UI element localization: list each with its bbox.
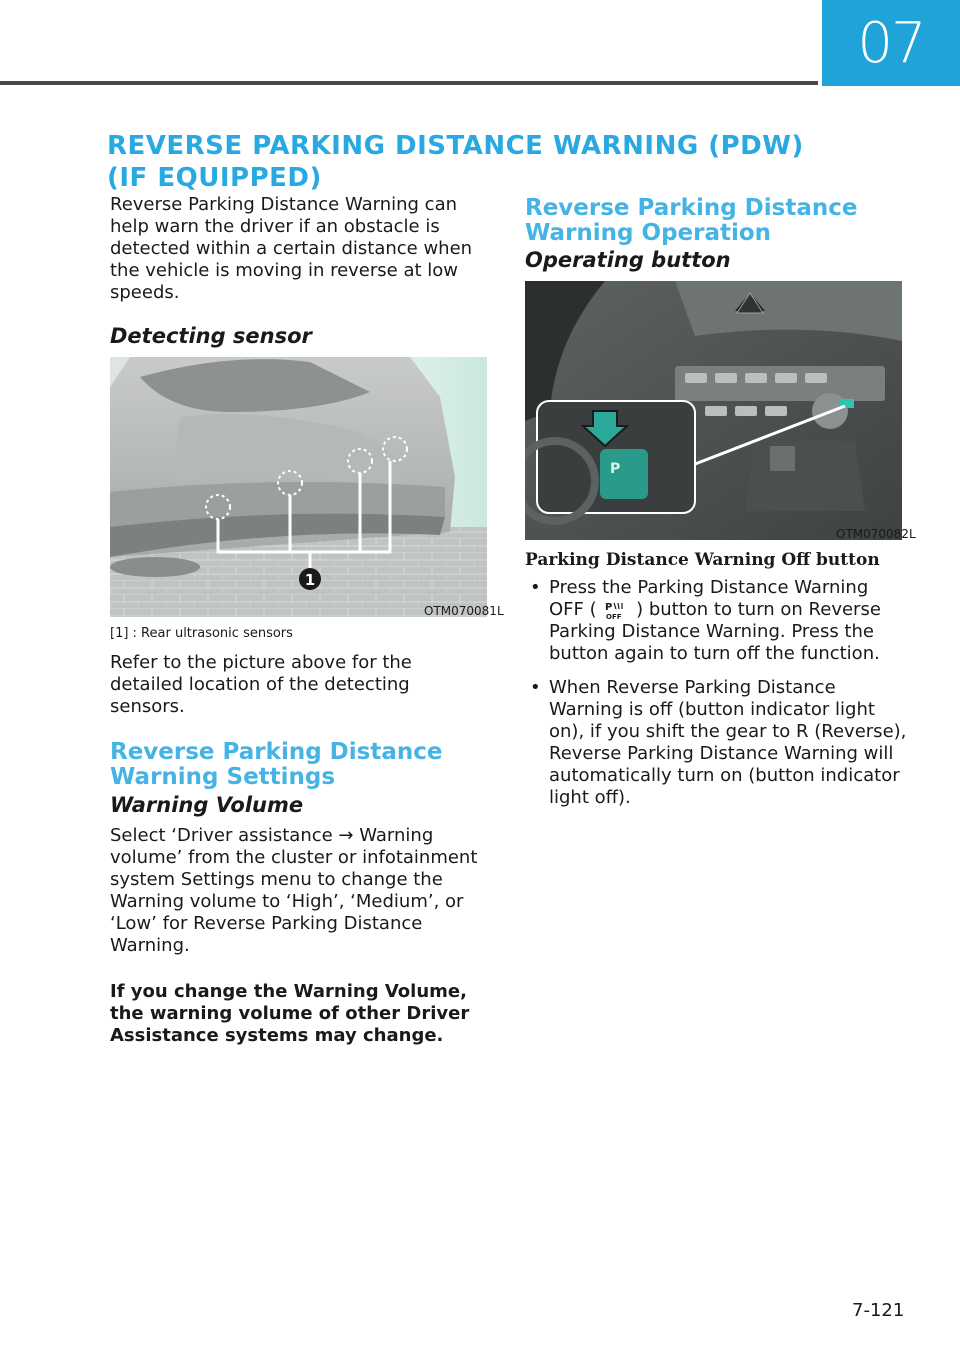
operation-heading-line1: Reverse Parking Distance: [525, 195, 858, 221]
settings-heading-line1: Reverse Parking Distance: [110, 739, 443, 765]
figure1-callout-number: 1: [304, 571, 316, 589]
figure1-caption: [1] : Rear ultrasonic sensors: [110, 626, 293, 641]
warning-volume-text: Select ‘Driver assistance → Warning volume’ from the cluster or infotainment system Settings menu to change the Warning volume to ‘High’, ‘Medium’, or ‘Low’ for Reverse Parking Distance Warning.: [110, 825, 478, 956]
operation-heading: [525, 196, 905, 246]
section-title: [107, 130, 807, 194]
bullet1-text-start: Press the Parking Distance Warning OFF (: [549, 577, 869, 620]
off-button-heading: Parking Distance Warning Off button: [525, 550, 880, 570]
parking-off-icon-label-top: P: [605, 602, 613, 613]
dashboard-illustration: [525, 281, 902, 540]
bullet-press-off-button: [525, 577, 907, 665]
detecting-sensor-heading: Detecting sensor: [110, 324, 312, 348]
settings-heading-line2: Warning Settings: [110, 764, 336, 790]
parking-off-icon: [602, 600, 630, 620]
operating-button-heading: Operating button: [525, 248, 731, 272]
operation-heading-line2: Warning Operation: [525, 220, 772, 246]
chapter-number: 07: [822, 0, 960, 86]
page-number: 7-121: [852, 1300, 905, 1321]
settings-heading: [110, 740, 488, 790]
figure2-code: OTM070082L: [836, 527, 916, 541]
section-title-line2: (IF EQUIPPED): [107, 163, 322, 193]
intro-paragraph: Reverse Parking Distance Warning can help warn the driver if an obstacle is detected within a certain distance when the vehicle is moving in reverse at low speeds.: [110, 194, 473, 303]
figure1-code: OTM070081L: [424, 604, 504, 618]
dashboard-figure: [525, 281, 902, 540]
left-column: [110, 194, 488, 304]
svg-text:P: P: [610, 461, 621, 477]
bullet1-text-end: ) button to turn on Reverse Parking Distance Warning. Press the button again to turn off the function.: [549, 599, 881, 664]
section-title-line1: REVERSE PARKING DISTANCE WARNING (PDW): [107, 131, 804, 161]
header-rule: [0, 81, 818, 85]
warning-volume-note: If you change the Warning Volume, the warning volume of other Driver Assistance systems may change.: [110, 981, 470, 1046]
parking-off-icon-label-bottom: OFF: [606, 613, 622, 620]
warning-volume-heading: Warning Volume: [110, 793, 304, 817]
operation-bullets: [525, 577, 907, 809]
bullet-reverse-auto-on: • When Reverse Parking Distance Warning is off (button indicator light on), if you shift the gear to R (Reverse), Reverse Parking Distance Warning will automatically turn on (button indicator light off).: [525, 677, 907, 809]
rear-sensor-figure: [110, 357, 487, 617]
rear-bumper-illustration: [110, 357, 487, 617]
sensor-location-text: Refer to the picture above for the detailed location of the detecting sensors.: [110, 652, 412, 717]
